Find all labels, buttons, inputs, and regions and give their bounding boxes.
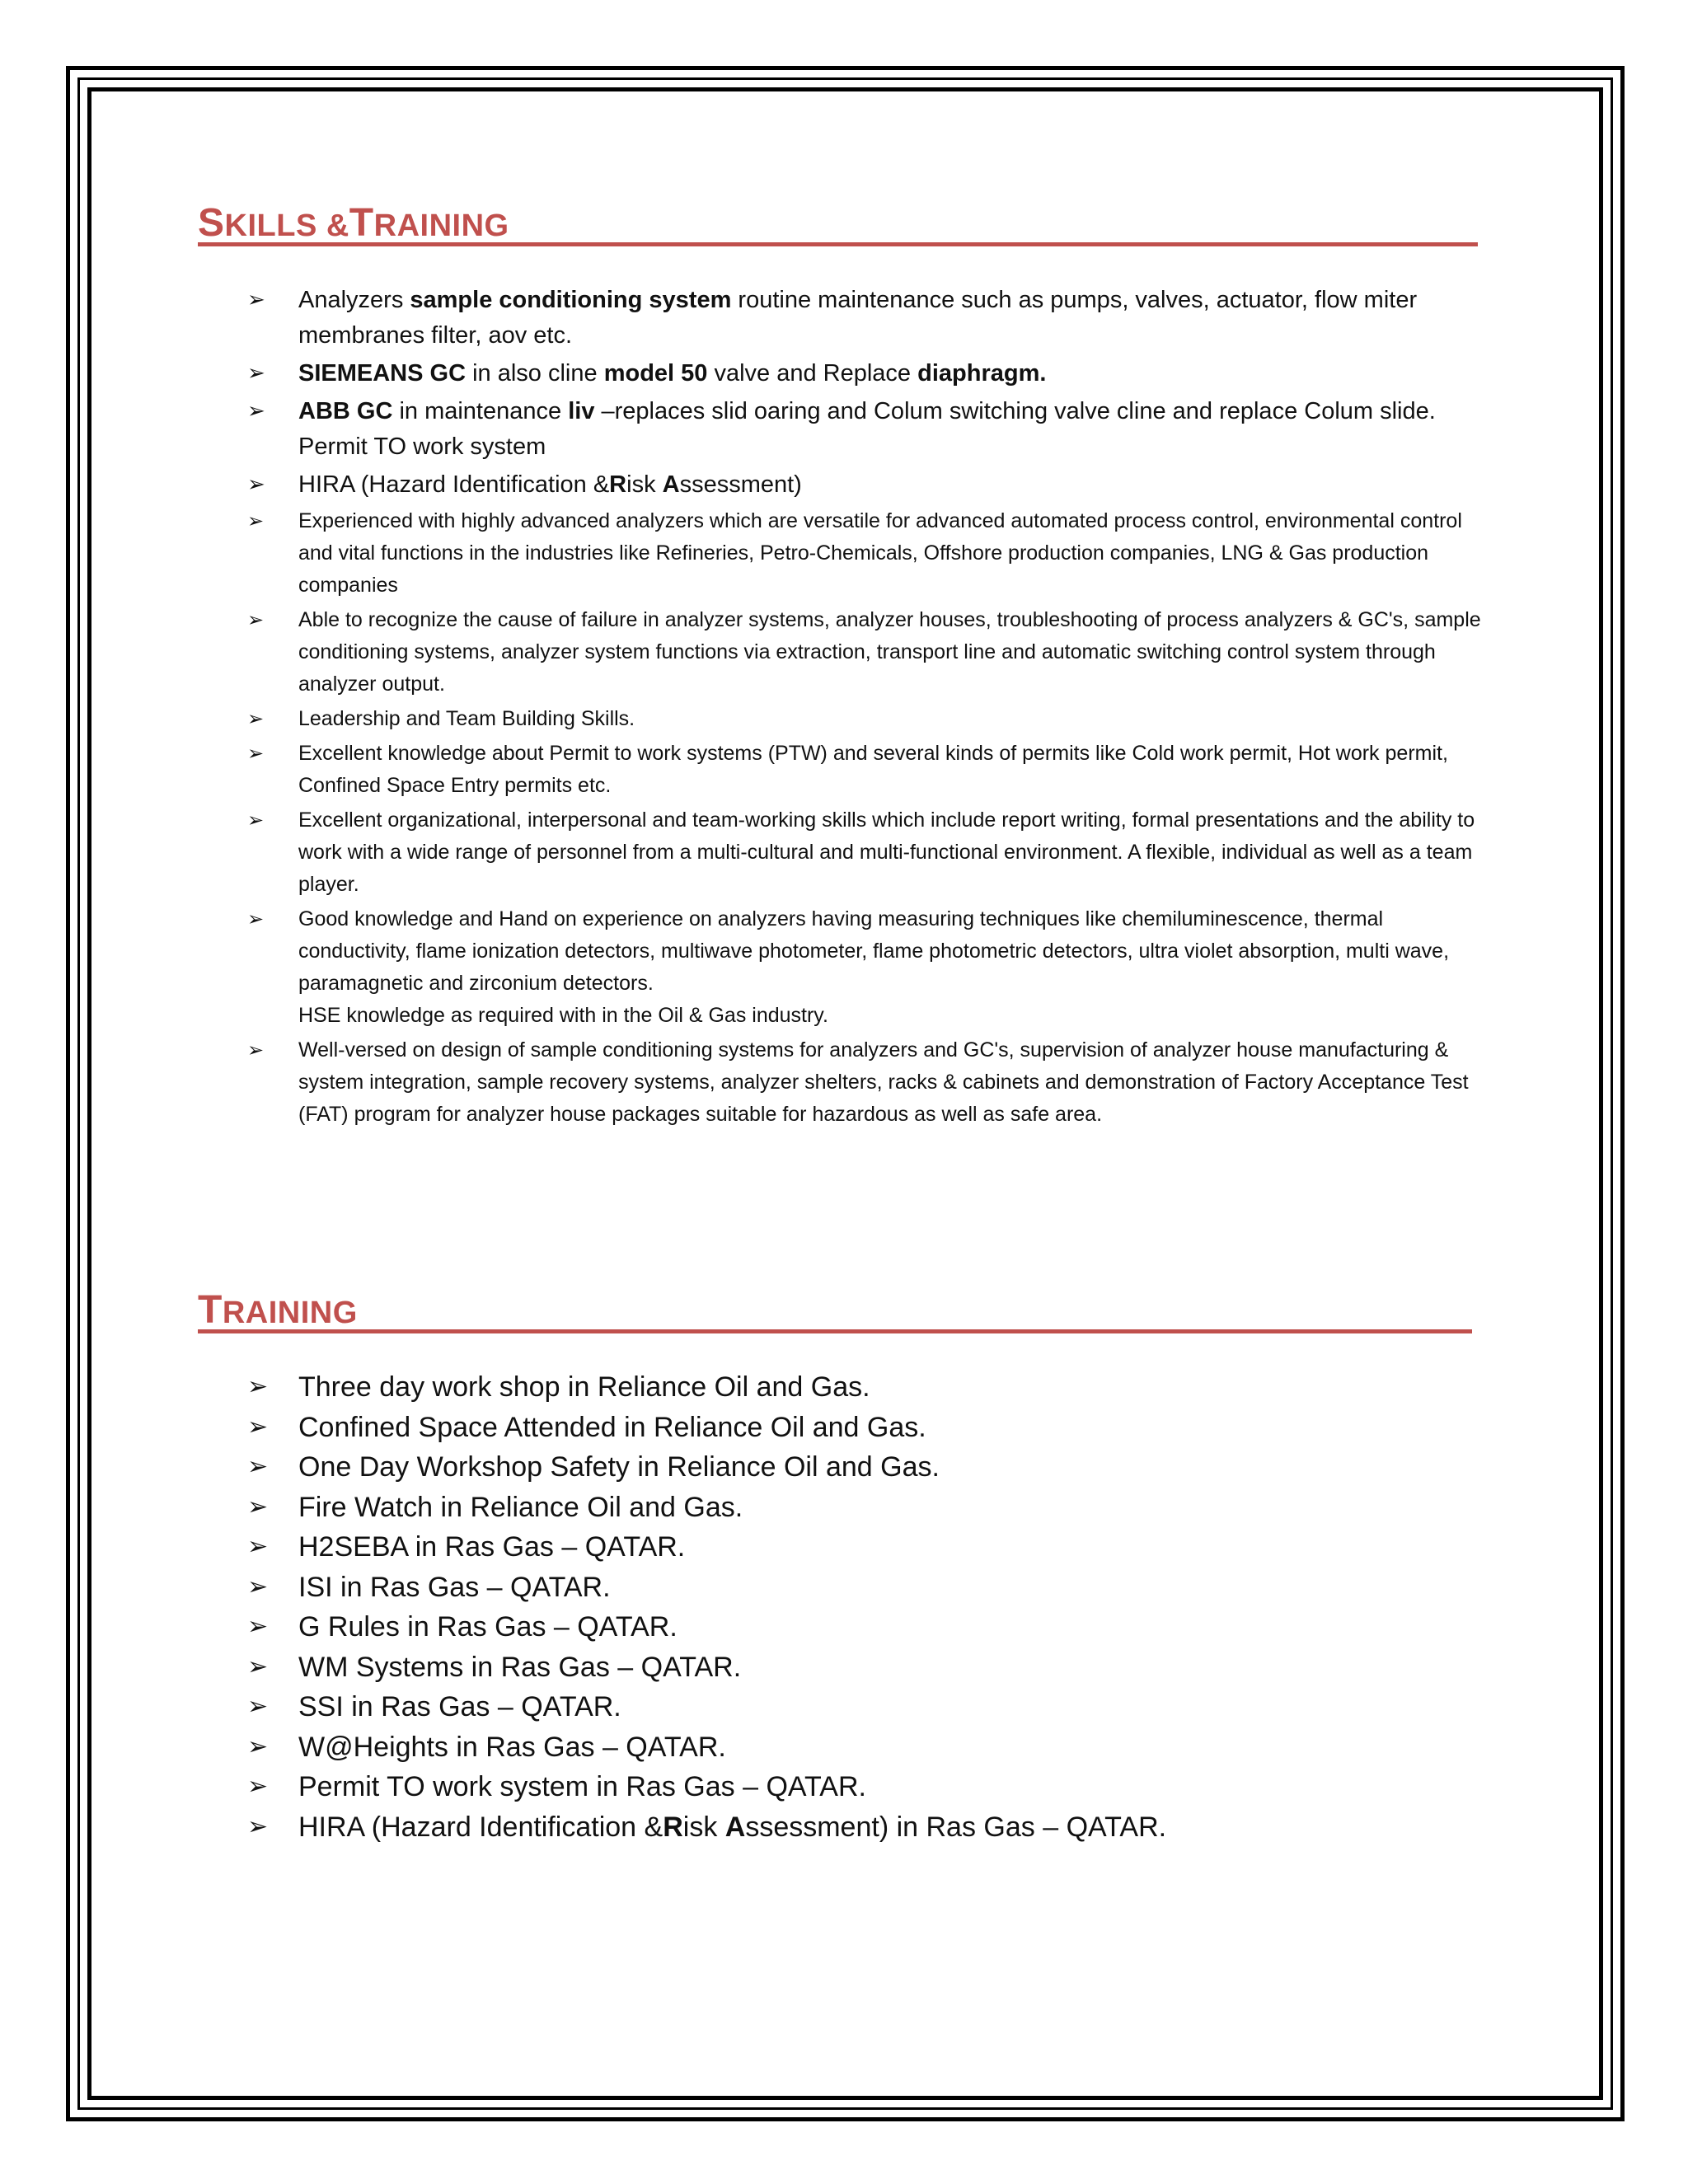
arrow-bullet-icon: ➢ — [247, 399, 265, 424]
arrow-bullet-icon: ➢ — [247, 1452, 269, 1481]
training-item: ➢ Fire Watch in Reliance Oil and Gas. — [247, 1488, 1500, 1528]
training-item: ➢ W@Heights in Ras Gas – QATAR. — [247, 1727, 1500, 1768]
arrow-bullet-icon: ➢ — [247, 1692, 269, 1721]
skills-item: ➢ Experienced with highly advanced analyzers which are versatile for advanced automated process control, environmental control and vital functions in the industries like Refineries, Petro-Chemicals, Offshore production companies, LNG & Gas production companies — [247, 505, 1500, 602]
skills-item: ➢ Good knowledge and Hand on experience on analyzers having measuring techniques like chemiluminescence, thermal conductivity, flame ionization detectors, multiwave photometer, flame photometric detectors, ultra violet absorption, multi wave, paramagnetic and zirconium detectors. HSE knowledge as required with in the Oil & Gas industry. — [247, 903, 1500, 1032]
skills-item: ➢ Excellent organizational, interpersonal and team-working skills which include report writing, formal presentations and the ability to work with a wide range of personnel from a multi-cultural and multi-functional environment. A flexible, individual as well as a team player. — [247, 804, 1500, 901]
skills-list — [247, 283, 1500, 1133]
skills-heading-rule — [198, 242, 1478, 246]
arrow-bullet-icon: ➢ — [247, 288, 265, 312]
arrow-bullet-icon: ➢ — [247, 1612, 269, 1641]
arrow-bullet-icon: ➢ — [247, 1732, 269, 1761]
skills-heading-rest1: KILLS — [224, 209, 317, 243]
skills-item: ➢ Leadership and Team Building Skills. — [247, 703, 1500, 735]
arrow-bullet-icon: ➢ — [247, 1532, 269, 1561]
arrow-bullet-icon: ➢ — [247, 1652, 269, 1681]
skills-heading — [198, 201, 509, 245]
skills-heading-rest2: RAINING — [373, 209, 509, 243]
arrow-bullet-icon: ➢ — [247, 509, 265, 532]
arrow-bullet-icon: ➢ — [247, 472, 265, 497]
arrow-bullet-icon: ➢ — [247, 1038, 265, 1062]
arrow-bullet-icon: ➢ — [247, 1572, 269, 1601]
arrow-bullet-icon: ➢ — [247, 1492, 269, 1521]
training-heading-cap: T — [198, 1288, 223, 1332]
skills-item: ➢ Well-versed on design of sample conditioning systems for analyzers and GC's, supervision of analyzer house manufacturing & system integration, sample recovery systems, analyzer shelters, racks & cabinets and demonstration of Factory Acceptance Test (FAT) program for analyzer house packages suitable for hazardous as well as safe area. — [247, 1034, 1500, 1131]
training-item: ➢ Confined Space Attended in Reliance Oil and Gas. — [247, 1408, 1500, 1448]
training-item: ➢ Permit TO work system in Ras Gas – QATAR. — [247, 1767, 1500, 1807]
training-item: ➢ One Day Workshop Safety in Reliance Oil and Gas. — [247, 1447, 1500, 1488]
training-item: ➢ SSI in Ras Gas – QATAR. — [247, 1687, 1500, 1727]
arrow-bullet-icon: ➢ — [247, 742, 265, 765]
arrow-bullet-icon: ➢ — [247, 808, 265, 832]
skills-item: ➢ Excellent knowledge about Permit to work systems (PTW) and several kinds of permits like Cold work permit, Hot work permit, Confined Space Entry permits etc. — [247, 738, 1500, 802]
arrow-bullet-icon: ➢ — [247, 1412, 269, 1441]
skills-heading-cap1: S — [198, 201, 225, 245]
skills-item: ➢ Analyzers sample conditioning system routine maintenance such as pumps, valves, actuator, flow miter membranes filter, aov etc. — [247, 283, 1500, 354]
training-heading-rule — [198, 1329, 1472, 1333]
skills-heading-amp: & — [316, 209, 349, 243]
arrow-bullet-icon: ➢ — [247, 361, 265, 386]
skills-item: ➢ ABB GC in maintenance liv –replaces slid oaring and Colum switching valve cline and replace Colum slide. Permit TO work system — [247, 394, 1500, 465]
skills-item: ➢ Able to recognize the cause of failure in analyzer systems, analyzer houses, troubleshooting of process analyzers & GC's, sample conditioning systems, analyzer system functions via extraction, transport line and automatic switching control system through analyzer output. — [247, 604, 1500, 701]
training-item: ➢ H2SEBA in Ras Gas – QATAR. — [247, 1527, 1500, 1568]
arrow-bullet-icon: ➢ — [247, 1811, 269, 1841]
arrow-bullet-icon: ➢ — [247, 907, 265, 930]
arrow-bullet-icon: ➢ — [247, 707, 265, 730]
training-list — [247, 1367, 1500, 1847]
training-item: ➢ ISI in Ras Gas – QATAR. — [247, 1568, 1500, 1608]
training-item: ➢ HIRA (Hazard Identification &Risk Assessment) in Ras Gas – QATAR. — [247, 1807, 1500, 1848]
arrow-bullet-icon: ➢ — [247, 608, 265, 631]
arrow-bullet-icon: ➢ — [247, 1372, 269, 1401]
training-heading — [198, 1288, 358, 1332]
training-heading-rest: RAINING — [222, 1296, 358, 1330]
training-item: ➢ G Rules in Ras Gas – QATAR. — [247, 1607, 1500, 1647]
skills-heading-cap2: T — [349, 201, 374, 245]
training-item: ➢ WM Systems in Ras Gas – QATAR. — [247, 1647, 1500, 1688]
skills-item: ➢ HIRA (Hazard Identification &Risk Assessment) — [247, 467, 1500, 503]
skills-item: ➢ SIEMEANS GC in also cline model 50 valve and Replace diaphragm. — [247, 356, 1500, 391]
arrow-bullet-icon: ➢ — [247, 1772, 269, 1801]
training-item: ➢ Three day work shop in Reliance Oil and Gas. — [247, 1367, 1500, 1408]
